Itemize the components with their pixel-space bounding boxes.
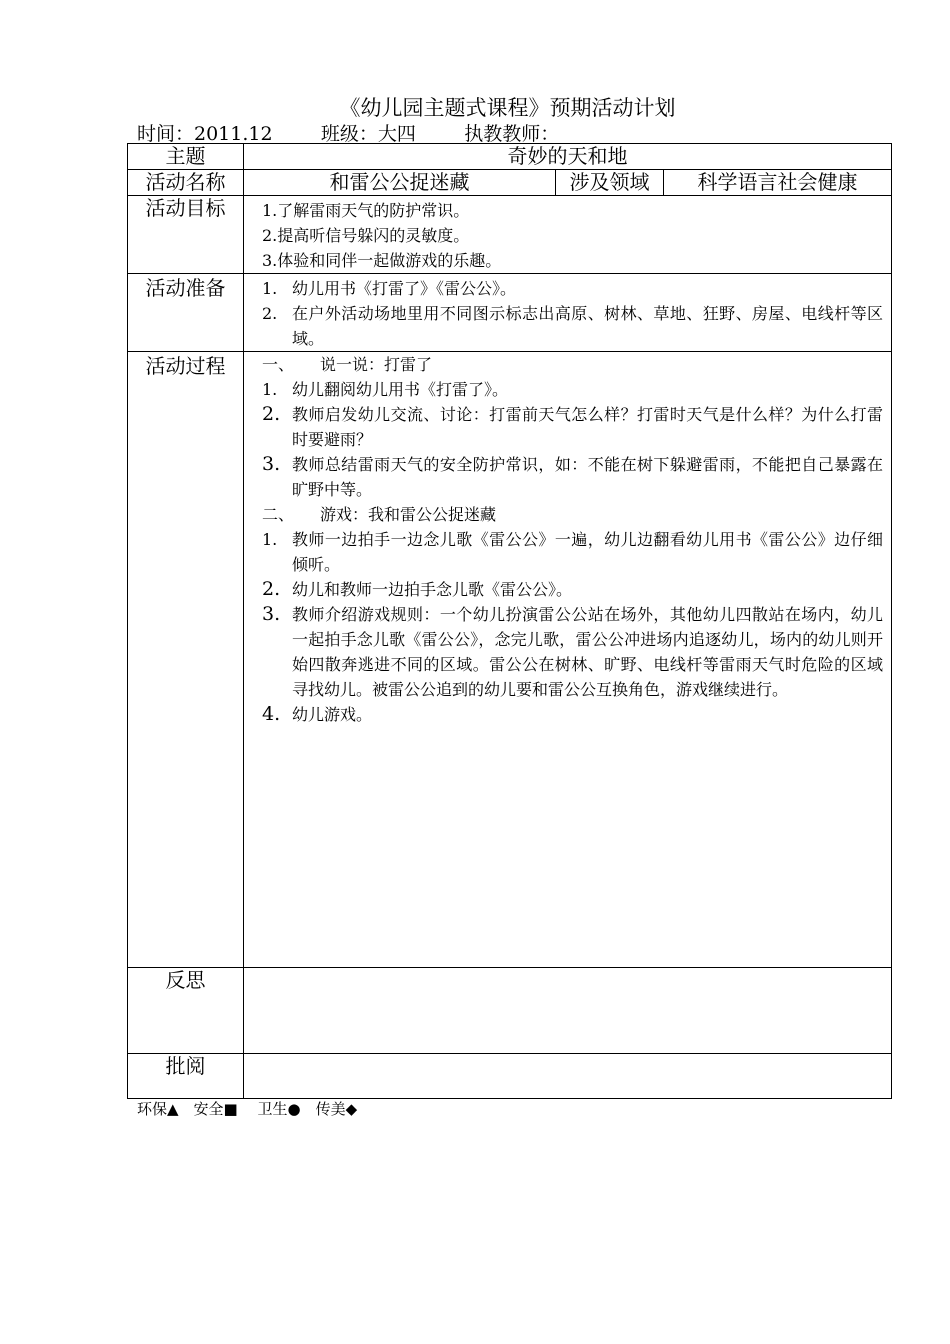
goal-item: 1.了解雷雨天气的防护常识。 <box>262 201 470 220</box>
goal-item: 3.体验和同伴一起做游戏的乐趣。 <box>262 251 502 270</box>
meta-teacher: 执教教师： <box>464 123 560 145</box>
reflection-label: 反思 <box>128 968 244 1054</box>
process-item: 1. 幼儿翻阅幼儿用书《打雷了》。 <box>262 380 509 399</box>
process-item: 1. 教师一边拍手一边念儿歌《雷公公》一遍，幼儿边翻看幼儿用书《雷公公》边仔细倾听。 <box>262 530 884 574</box>
process-item: 3. 教师总结雷雨天气的安全防护常识，如：不能在树下躲避雷雨，不能把自己暴露在旷野中等。 <box>262 453 884 499</box>
process-item: 2. 教师启发幼儿交流、讨论：打雷前天气怎么样？打雷时天气是什么样？为什么打雷时要避雨？ <box>262 403 884 449</box>
domain-value: 科学语言社会健康 <box>664 170 892 196</box>
review-label: 批阅 <box>128 1054 244 1099</box>
prep-content <box>244 274 892 352</box>
process-item: 4. 幼儿游戏。 <box>262 703 373 725</box>
row-activity-name <box>128 170 892 196</box>
name-label: 活动名称 <box>128 170 244 196</box>
footer-legend: 环保▲ 安全■ 卫生● 传美◆ <box>137 1100 358 1118</box>
row-goals <box>128 196 892 274</box>
row-theme <box>128 144 892 170</box>
domain-label: 涉及领域 <box>556 170 664 196</box>
goals-content <box>244 196 892 274</box>
meta-time: 时间：2011.12 <box>137 123 273 145</box>
process-content <box>244 352 892 968</box>
name-value: 和雷公公捉迷藏 <box>244 170 556 196</box>
reflection-content <box>244 968 892 1054</box>
activity-plan-table <box>127 143 892 1099</box>
prep-item: 1. 幼儿用书《打雷了》《雷公公》。 <box>262 279 517 298</box>
prep-label: 活动准备 <box>128 274 244 352</box>
row-review <box>128 1054 892 1099</box>
process-item: 3. 教师介绍游戏规则：一个幼儿扮演雷公公站在场外，其他幼儿四散站在场内，幼儿一起拍手念儿歌《雷公公》，念完儿歌，雷公公冲进场内追逐幼儿，场内的幼儿则开始四散奔逃进不同的区域。雷公公在树林、旷野、电线杆等雷雨天气时危险的区域寻找幼儿。被雷公公追到的幼儿要和雷公公互换角色，游戏继续进行。 <box>262 603 884 699</box>
theme-value: 奇妙的天和地 <box>244 144 892 170</box>
row-preparation <box>128 274 892 352</box>
row-reflection <box>128 968 892 1054</box>
process-item: 2. 幼儿和教师一边拍手念儿歌《雷公公》。 <box>262 578 573 600</box>
theme-label: 主题 <box>128 144 244 170</box>
section-heading: 二、 游戏：我和雷公公捉迷藏 <box>262 505 497 524</box>
row-process <box>128 352 892 968</box>
page-title: 《幼儿园主题式课程》预期活动计划 <box>339 96 676 120</box>
meta-class: 班级：大四 <box>320 123 416 145</box>
goal-item: 2.提高听信号躲闪的灵敏度。 <box>262 226 470 245</box>
meta-line <box>137 119 559 146</box>
prep-item: 2. 在户外活动场地里用不同图示标志出高原、树林、草地、狂野、房屋、电线杆等区域。 <box>262 304 884 348</box>
goals-label: 活动目标 <box>128 196 244 274</box>
section-heading: 一、 说一说：打雷了 <box>262 355 433 374</box>
process-label: 活动过程 <box>128 352 244 968</box>
review-content <box>244 1054 892 1099</box>
